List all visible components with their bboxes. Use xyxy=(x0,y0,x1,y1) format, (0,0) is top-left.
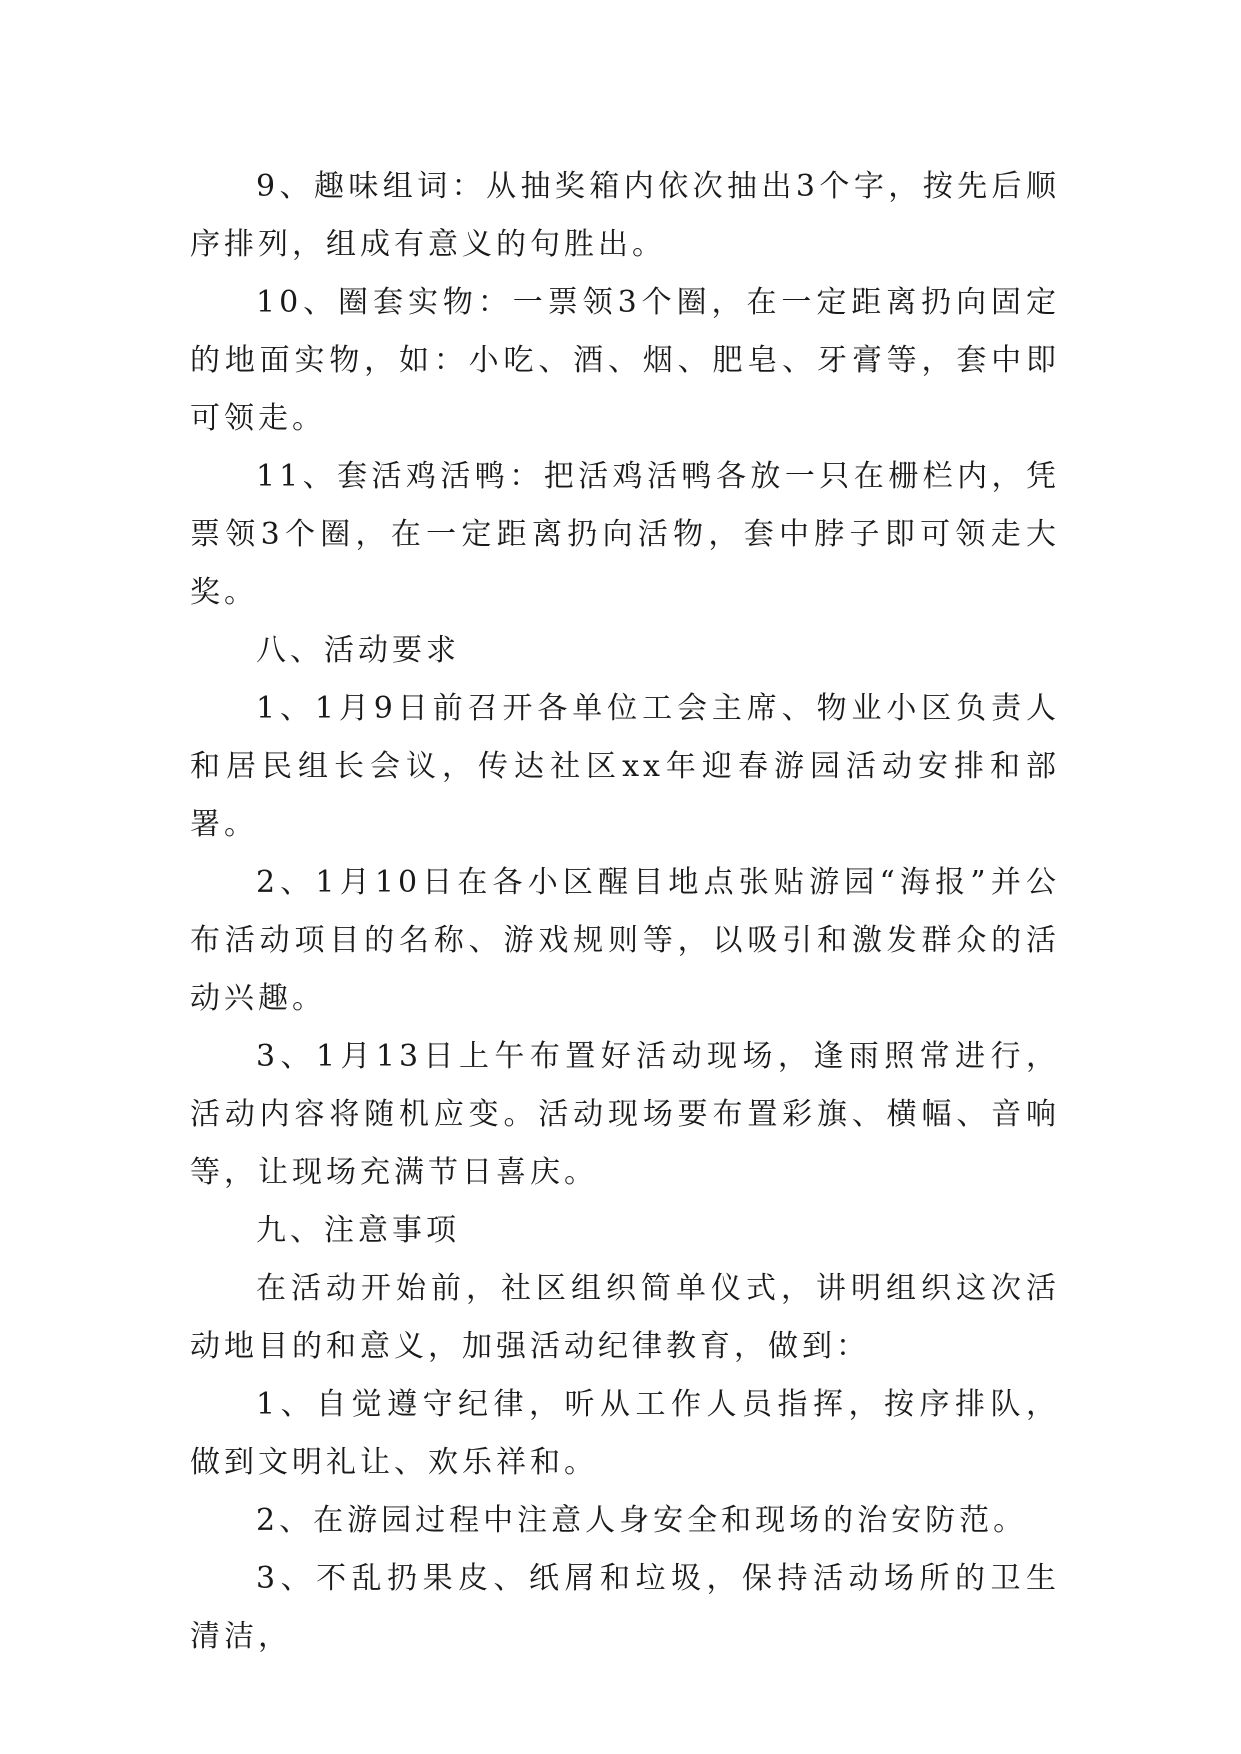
section-heading-requirements: 八、活动要求 xyxy=(256,633,460,668)
paragraph-requirement-3: 3、1月13日上午布置好活动现场，逢雨照常进行，活动内容将随机应变。活动现场要布置彩旗、横幅、音响等，让现场充满节日喜庆。 xyxy=(190,1039,1060,1190)
paragraph-item-10-ring-toss: 10、圈套实物：一票领3个圈，在一定距离扔向固定的地面实物，如：小吃、酒、烟、肥皂、牙膏等，套中即可领走。 xyxy=(190,285,1060,436)
document-body xyxy=(190,158,1060,1666)
section-heading-notes: 九、注意事项 xyxy=(256,1213,460,1248)
paragraph-note-1: 1、自觉遵守纪律，听从工作人员指挥，按序排队，做到文明礼让、欢乐祥和。 xyxy=(190,1387,1060,1480)
paragraph-requirement-1: 1、1月9日前召开各单位工会主席、物业小区负责人和居民组长会议，传达社区xx年迎春游园活动安排和部署。 xyxy=(190,691,1060,842)
paragraph-requirement-2: 2、1月10日在各小区醒目地点张贴游园“海报”并公布活动项目的名称、游戏规则等，以吸引和激发群众的活动兴趣。 xyxy=(190,865,1060,1016)
paragraph-note-3: 3、不乱扔果皮、纸屑和垃圾，保持活动场所的卫生清洁， xyxy=(190,1561,1060,1654)
paragraph-note-2: 2、在游园过程中注意人身安全和现场的治安防范。 xyxy=(256,1503,1028,1538)
paragraph-item-11-poultry-toss: 11、套活鸡活鸭：把活鸡活鸭各放一只在栅栏内，凭票领3个圈，在一定距离扔向活物，套中脖子即可领走大奖。 xyxy=(190,459,1060,610)
paragraph-notes-intro: 在活动开始前，社区组织简单仪式，讲明组织这次活动地目的和意义，加强活动纪律教育，做到： xyxy=(190,1271,1060,1364)
paragraph-item-9-word-game: 9、趣味组词：从抽奖箱内依次抽出3个字，按先后顺序排列，组成有意义的句胜出。 xyxy=(190,169,1060,262)
